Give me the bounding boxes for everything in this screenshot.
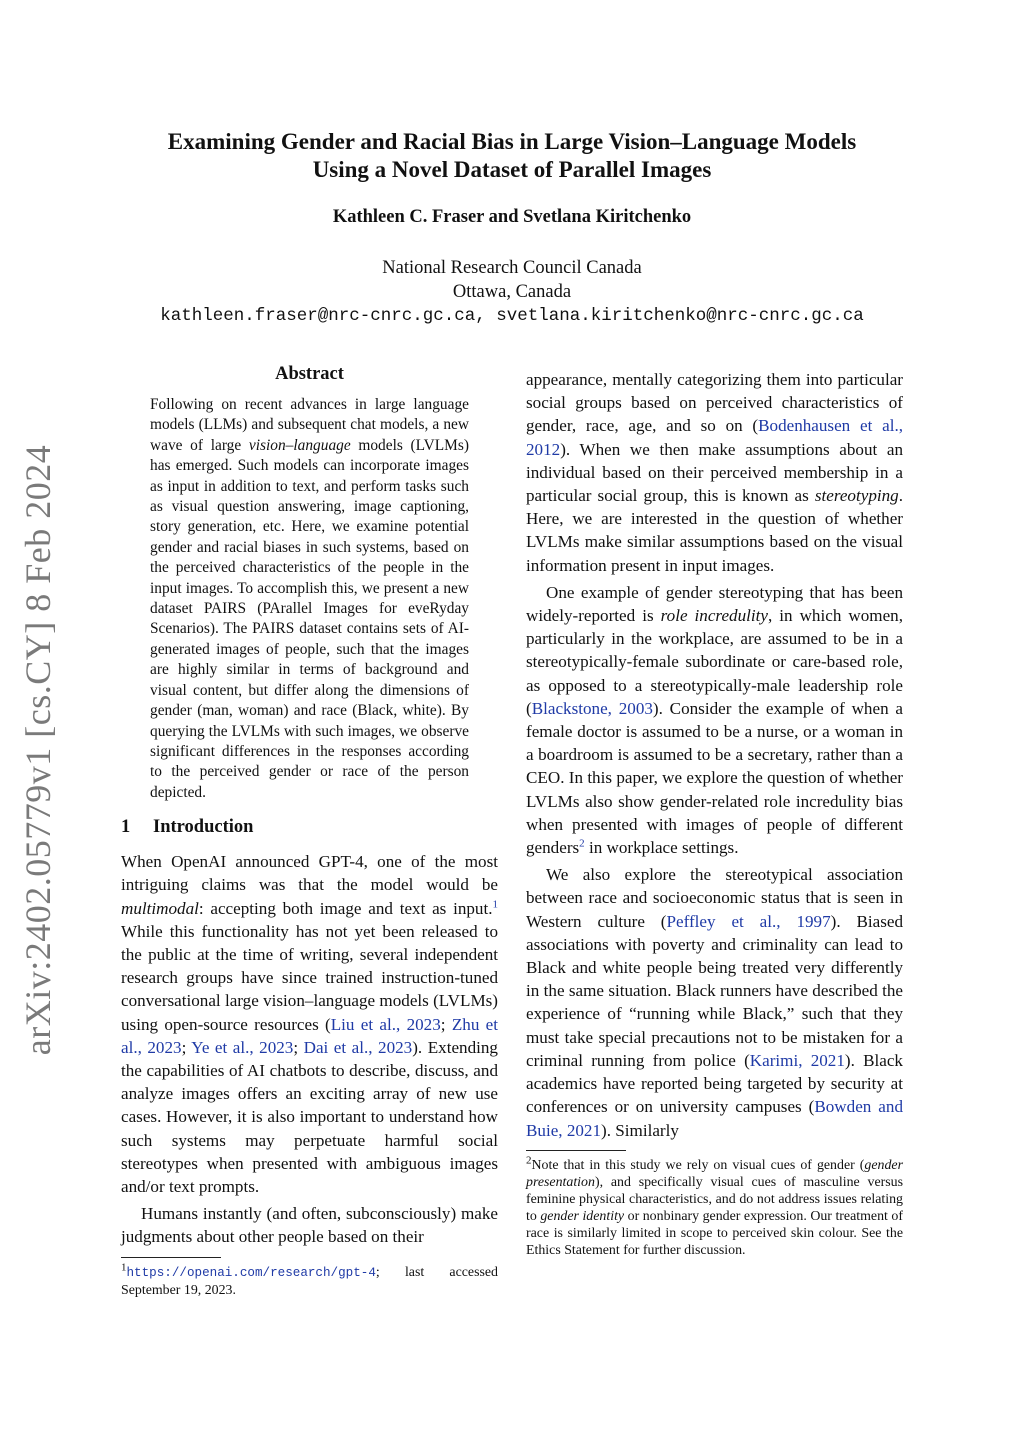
citation-dai-2023[interactable]: Dai et al., 2023 [303, 1037, 413, 1057]
footnote-divider [526, 1150, 626, 1151]
intro-paragraph-3: appearance, mentally categorizing them into particular social groups based on perceived characteristics of gender, race, age, and so on (Bodenhausen et al., 2012). When we then make assumptions about an individual based on their perceived membership in a particular social group, this is known as stereotyping. Here, we are interested in the question of whether LVLMs make similar assumptions based on the visual information present in input images. [526, 370, 903, 575]
paper-title [100, 128, 924, 184]
footnote-ref-1[interactable]: 1 [492, 897, 498, 910]
footnote-1: $^1$https://openai.com/research/gpt-4; last accessed September 19, 2023. [121, 1260, 498, 1298]
section-title: Introduction [153, 817, 254, 838]
affiliation-org: National Research Council Canada [382, 258, 642, 278]
author-list: Kathleen C. Fraser and Svetlana Kiritchenko [332, 207, 692, 227]
footnote-1-link[interactable]: https://openai.com/research/gpt-4 [126, 1265, 376, 1280]
arxiv-identifier [8, 444, 68, 1056]
intro-paragraph-4: One example of gender stereotyping that has been widely-reported is role incredulity, in which women, particularly in the workplace, are assumed to be in a stereotypically-female subordinate or care-based role, as opposed to a stereotypically-male leadership role (Blackstone, 2003). Consider the example of when a female doctor is assumed to be a nurse, or a woman in a boardroom is assumed to be a secretary, rather than a CEO. In this paper, we explore the question of whether LVLMs also show gender-related role incredulity bias when presented with images of people of different genders$^2$ in workplace settings. [526, 582, 903, 858]
author-emails[interactable]: kathleen.fraser@nrc-cnrc.gc.ca, svetlana.kiritchenko@nrc-cnrc.gc.ca [160, 306, 864, 326]
citation-blackstone-2003[interactable]: Blackstone, 2003 [531, 698, 653, 718]
affiliation-location: Ottawa, Canada [452, 282, 572, 302]
left-column [121, 364, 498, 1299]
footnote-divider [121, 1257, 221, 1258]
citation-liu-2023[interactable]: Liu et al., 2023 [330, 1014, 441, 1034]
citation-karimi-2021[interactable]: Karimi, 2021 [749, 1050, 845, 1070]
affiliation-block [100, 256, 924, 328]
intro-paragraph-1: When OpenAI announced GPT-4, one of the most intriguing claims was that the model would be multimodal: accepting both image and text as input.$^1$ While this functionality has not yet been released to the public at the time of writing, several independent research groups have since trained instruction-tuned conversational large vision–language models (LVLMs) using open-source resources (Liu et al., 2023; Zhu et al., 2023; Ye et al., 2023; Dai et al., 2023). Extending the capabilities of AI chatbots to describe, discuss, and analyze images offers an exciting array of new use cases. However, it is also important to understand how such systems may perpetuate harmful social stereotypes when presented with ambiguous images and/or text prompts. [121, 852, 498, 1196]
arxiv-id-text: arXiv:2402.05779v1 [cs.CY] 8 Feb 2024 [18, 444, 59, 1056]
citation-peffley-1997[interactable]: Peffley et al., 1997 [666, 911, 831, 931]
footnote-1-mark: 1 [121, 1260, 127, 1273]
intro-paragraph-2: Humans instantly (and often, subconsciously) make judgments about other people based on their [121, 1204, 498, 1247]
title-line-2: Using a Novel Dataset of Parallel Images [312, 157, 712, 182]
section-number: 1 [121, 817, 131, 838]
footnote-ref-2[interactable]: 2 [579, 837, 585, 850]
citation-zhu-2023[interactable]: Zhu et al., 2023 [121, 1014, 498, 1057]
title-line-1: Examining Gender and Racial Bias in Large Vision–Language Models [167, 129, 857, 154]
citation-bowden-buie-2021[interactable]: Bowden and Buie, 2021 [526, 1097, 903, 1140]
abstract-heading: Abstract [275, 364, 344, 384]
abstract-body: Following on recent advances in large language models (LLMs) and subsequent chat models, a new wave of large vision–language models (LVLMs) has emerged. Such models can incorporate images as input in addition to text, and perform tasks such as visual question answering, image captioning, story generation, etc. Here, we examine potential gender and racial biases in such systems, based on the perceived characteristics of the people in the input images. To accomplish this, we present a new dataset PAIRS (PArallel Images for eveRyday Scenarios). The PAIRS dataset contains sets of AI-generated images of people, such that the images are highly similar in terms of background and visual content, but differ along the dimensions of gender (man, woman) and race (Black, white). By querying the LVLMs with such images, we observe significant differences in the responses according to the perceived gender or race of the person depicted. [150, 396, 469, 801]
citation-bodenhausen-2012[interactable]: Bodenhausen et al., 2012 [526, 416, 903, 459]
right-column [526, 368, 903, 1259]
citation-ye-2023[interactable]: Ye et al., 2023 [191, 1037, 294, 1057]
footnote-2-mark: 2 [526, 1154, 532, 1167]
intro-paragraph-5: We also explore the stereotypical association between race and socioeconomic status that is seen in Western culture (Peffley et al., 1997). Biased associations with poverty and criminality can lead to Black and white people being treated very differently in the same situation. Black runners have described the experience of “running while Black,” such that they must take special precautions not to be mistaken for a criminal running from police (Karimi, 2021). Black academics have reported being targeted by security at conferences or on university campuses (Bowden and Buie, 2021). Similarly [526, 865, 904, 1140]
footnote-2: $^2$Note that in this study we rely on visual cues of gender (gender presentation), and specifically visual cues of masculine versus feminine physical characteristics, and do not address issues relating to gender identity or nonbinary gender expression. Our treatment of race is similarly limited in scope to perceived skin colour. See the Ethics Statement for further discussion. [526, 1154, 903, 1258]
section-heading-introduction [121, 817, 498, 838]
